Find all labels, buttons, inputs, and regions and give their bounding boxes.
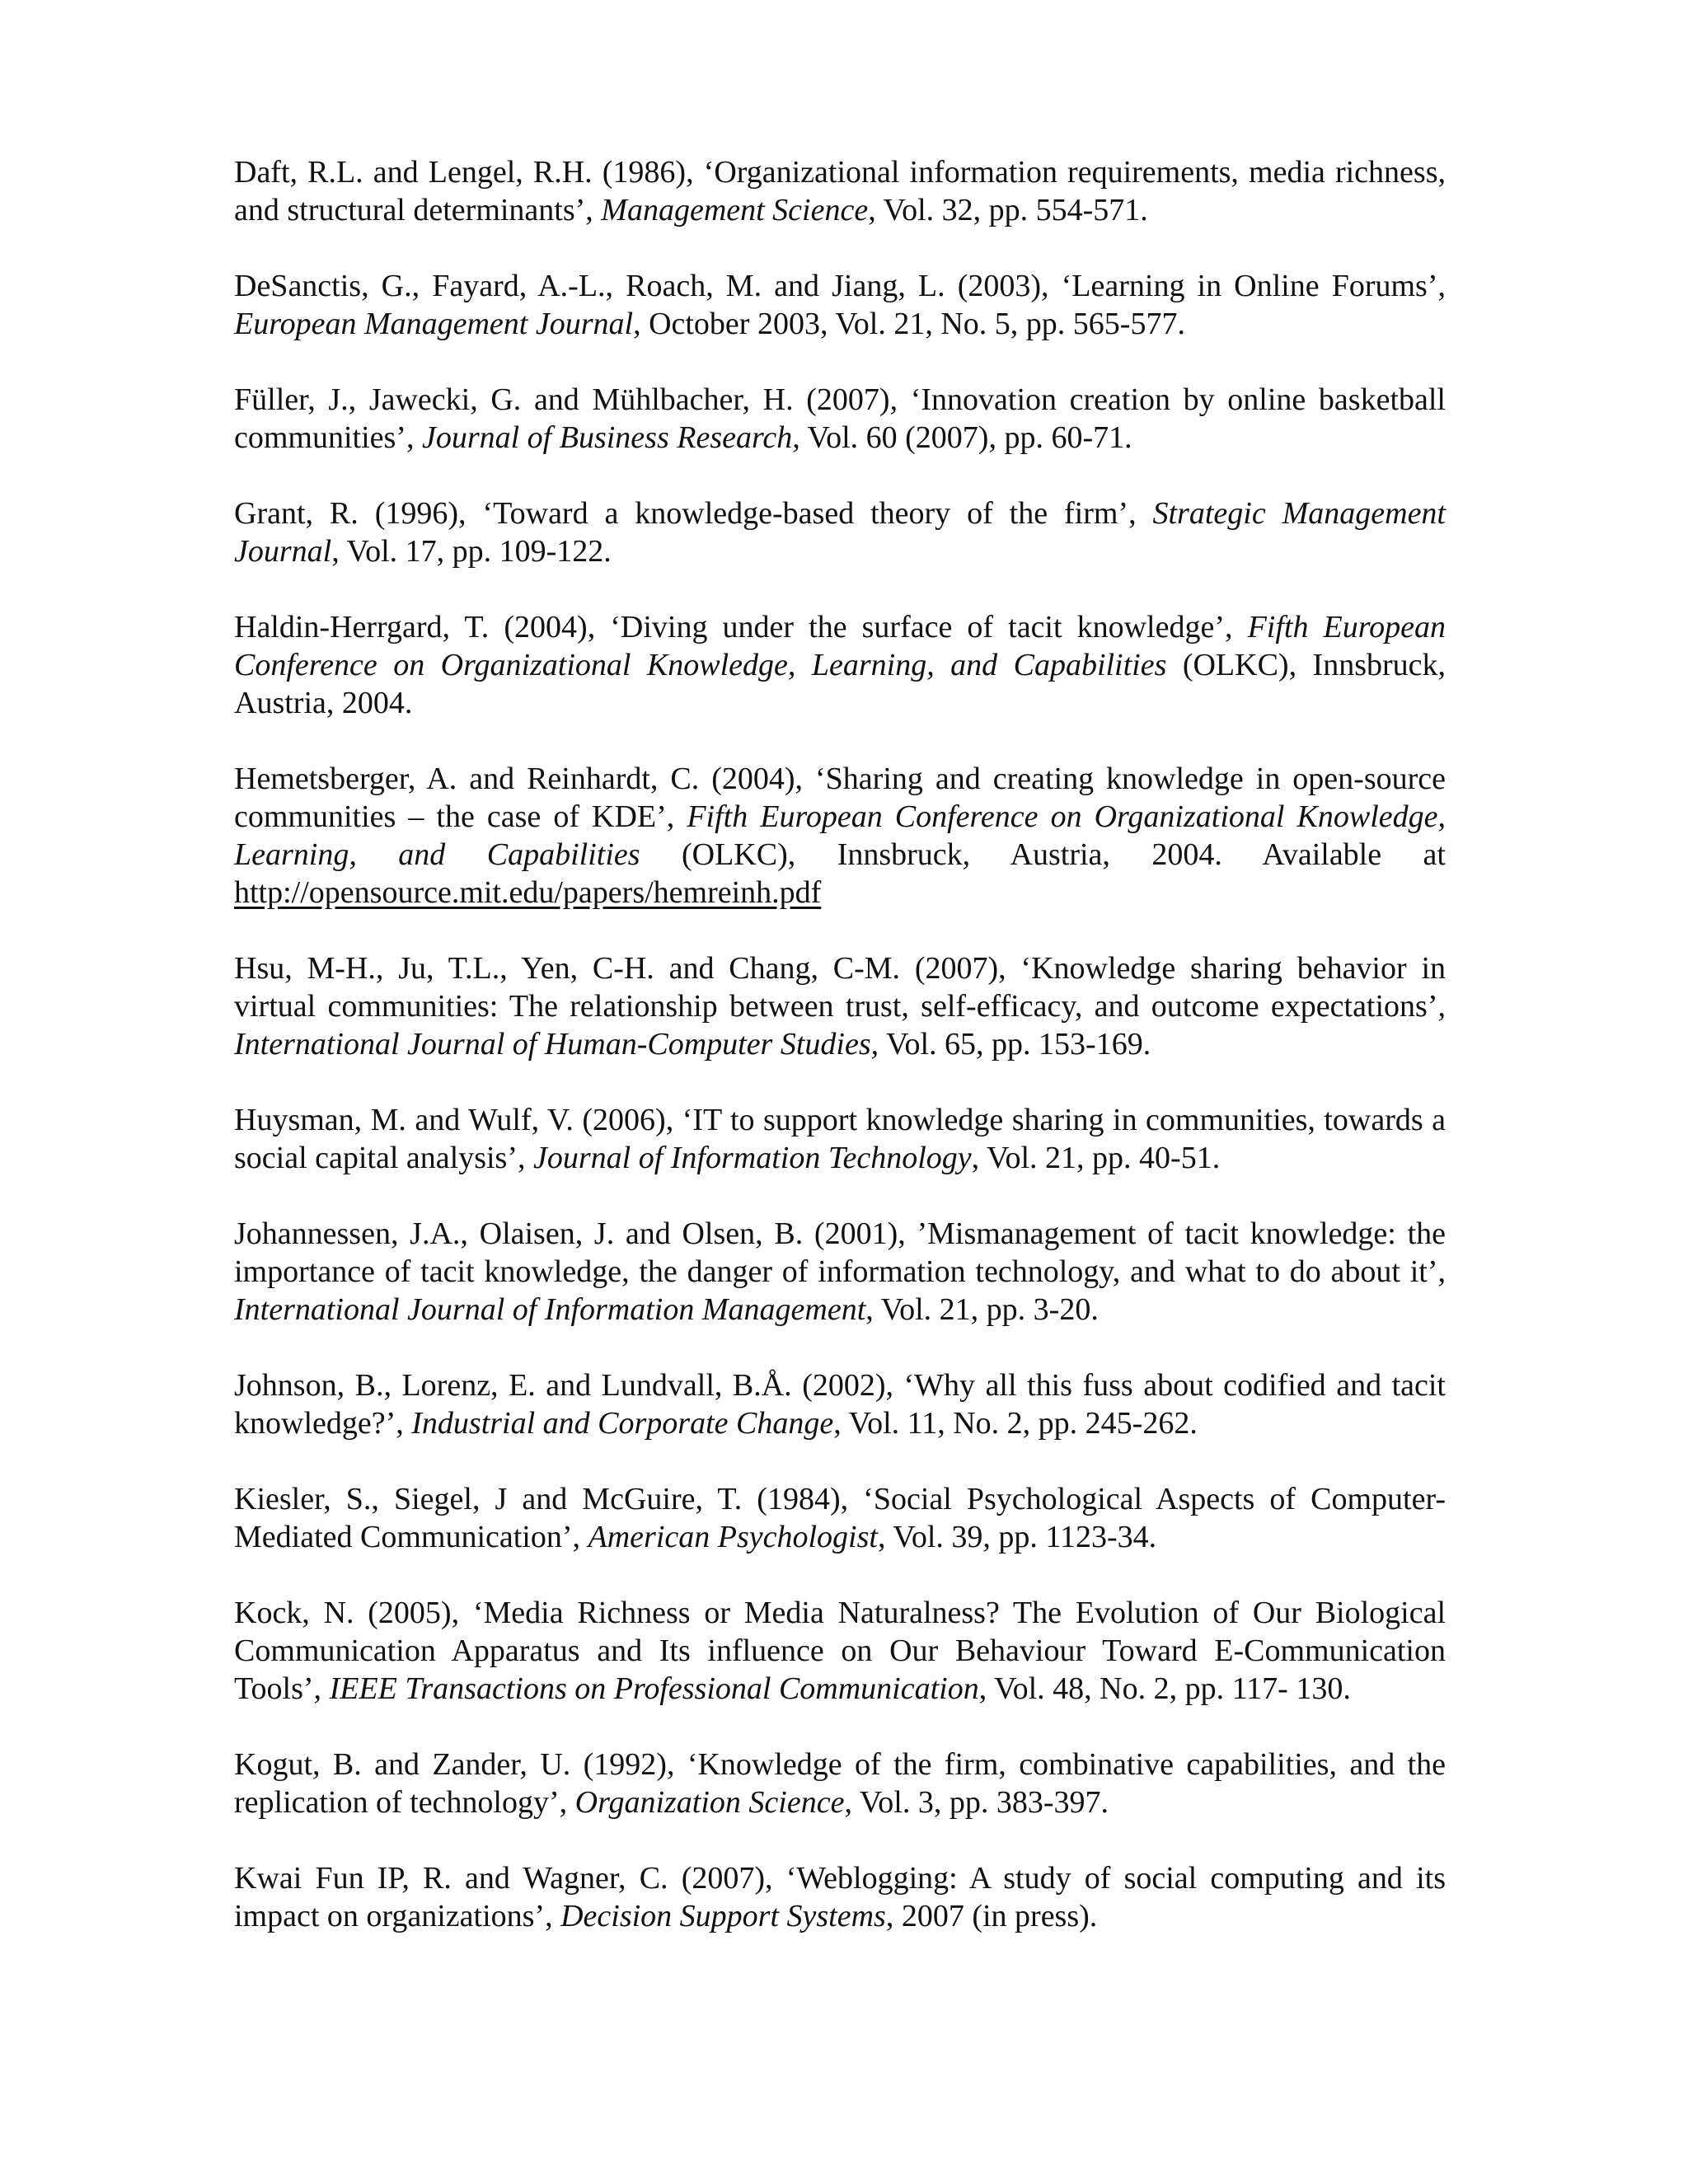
journal-title: Management Science bbox=[601, 193, 869, 227]
journal-title: Strategic Management Journal bbox=[234, 496, 1446, 569]
reference-text: Kwai Fun IP, R. and Wagner, C. (2007), ‘Weblogging: A study of social computing and its impact on organizations’, bbox=[234, 1861, 1446, 1933]
reference-details: , Vol. 60 (2007), pp. 60-71. bbox=[792, 420, 1132, 455]
reference-text: Grant, R. (1996), ‘Toward a knowledge-based theory of the firm’, bbox=[234, 496, 1153, 531]
reference-text: Hsu, M-H., Ju, T.L., Yen, C-H. and Chang, C-M. (2007), ‘Knowledge sharing behavior in virtual communities: The relationship between trust, self-efficacy, and outcome expectations’, bbox=[234, 951, 1446, 1024]
reference-details: (OLKC), Innsbruck, Austria, 2004. Available at bbox=[640, 837, 1446, 872]
reference-details: , Vol. 11, No. 2, pp. 245-262. bbox=[833, 1406, 1198, 1441]
reference-text: Kiesler, S., Siegel, J and McGuire, T. (1984), ‘Social Psychological Aspects of Computer-Mediated Communication’, bbox=[234, 1482, 1446, 1554]
reference-entry bbox=[234, 494, 1446, 570]
reference-details: , Vol. 21, pp. 40-51. bbox=[971, 1141, 1221, 1175]
reference-entry bbox=[234, 153, 1446, 229]
reference-text: Johnson, B., Lorenz, E. and Lundvall, B.Å. (2002), ‘Why all this fuss about codified and tacit knowledge?’, bbox=[234, 1368, 1446, 1441]
reference-details: (OLKC), Innsbruck, Austria, 2004. bbox=[234, 648, 1446, 720]
reference-text: Kogut, B. and Zander, U. (1992), ‘Knowledge of the firm, combinative capabilities, and the replication of technology’, bbox=[234, 1747, 1446, 1820]
reference-entry bbox=[234, 267, 1446, 343]
reference-entry bbox=[234, 1480, 1446, 1556]
reference-details: , Vol. 21, pp. 3-20. bbox=[865, 1292, 1099, 1327]
journal-title: Industrial and Corporate Change bbox=[411, 1406, 834, 1441]
reference-text: Haldin-Herrgard, T. (2004), ‘Diving under the surface of tacit knowledge’, bbox=[234, 610, 1248, 644]
journal-title: American Psychologist bbox=[588, 1520, 878, 1554]
journal-title: Journal of Information Technology bbox=[533, 1141, 972, 1175]
journal-title: International Journal of Human-Computer Studies bbox=[234, 1027, 871, 1062]
reference-text: Huysman, M. and Wulf, V. (2006), ‘IT to support knowledge sharing in communities, towards a social capital analysis’, bbox=[234, 1103, 1446, 1175]
journal-title: Fifth European Conference on Organizational Knowledge, Learning, and Capabilities bbox=[234, 799, 1446, 872]
reference-text: Daft, R.L. and Lengel, R.H. (1986), ‘Organizational information requirements, media richness, and structural determinants’, bbox=[234, 155, 1446, 227]
reference-entry bbox=[234, 949, 1446, 1063]
reference-entry bbox=[234, 1366, 1446, 1442]
journal-title: Organization Science bbox=[574, 1785, 845, 1820]
reference-entry bbox=[234, 1101, 1446, 1177]
reference-entry bbox=[234, 760, 1446, 912]
reference-details: , October 2003, Vol. 21, No. 5, pp. 565-577. bbox=[633, 307, 1185, 341]
journal-title: Journal of Business Research bbox=[421, 420, 793, 455]
reference-entry bbox=[234, 381, 1446, 457]
reference-entry bbox=[234, 1859, 1446, 1935]
journal-title: European Management Journal bbox=[234, 307, 634, 341]
reference-text: Johannessen, J.A., Olaisen, J. and Olsen, B. (2001), ’Mismanagement of tacit knowledge: the importance of tacit knowledge, the danger of information technology, and what to do about it’, bbox=[234, 1216, 1446, 1289]
reference-link[interactable]: http://opensource.mit.edu/papers/hemreinh.pdf bbox=[234, 875, 822, 910]
reference-text: DeSanctis, G., Fayard, A.-L., Roach, M. and Jiang, L. (2003), ‘Learning in Online Forums’, bbox=[234, 269, 1446, 303]
reference-details: , Vol. 48, No. 2, pp. 117- 130. bbox=[978, 1671, 1351, 1706]
journal-title: IEEE Transactions on Professional Communication bbox=[329, 1671, 979, 1706]
reference-details: , 2007 (in press). bbox=[885, 1899, 1098, 1933]
reference-details: , Vol. 39, pp. 1123-34. bbox=[877, 1520, 1157, 1554]
reference-details: , Vol. 3, pp. 383-397. bbox=[844, 1785, 1109, 1820]
reference-details: , Vol. 17, pp. 109-122. bbox=[331, 534, 612, 569]
reference-entry bbox=[234, 1746, 1446, 1821]
journal-title: Decision Support Systems bbox=[560, 1899, 886, 1933]
reference-entry bbox=[234, 608, 1446, 722]
reference-entry bbox=[234, 1215, 1446, 1329]
journal-title: Fifth European Conference on Organizational Knowledge, Learning, and Capabilities bbox=[234, 610, 1447, 682]
reference-list bbox=[234, 153, 1446, 1973]
reference-text: Hemetsberger, A. and Reinhardt, C. (2004), ‘Sharing and creating knowledge in open-source communities – the case of KDE’, bbox=[234, 762, 1446, 834]
reference-entry bbox=[234, 1594, 1446, 1708]
journal-title: International Journal of Information Management bbox=[234, 1292, 866, 1327]
reference-text: Kock, N. (2005), ‘Media Richness or Media Naturalness? The Evolution of Our Biological Communication Apparatus and Its influence on Our Behaviour Toward E-Communication Tools’, bbox=[234, 1596, 1446, 1706]
reference-details: , Vol. 32, pp. 554-571. bbox=[868, 193, 1148, 227]
reference-details: , Vol. 65, pp. 153-169. bbox=[870, 1027, 1151, 1062]
reference-text: Füller, J., Jawecki, G. and Mühlbacher, H. (2007), ‘Innovation creation by online basketball communities’, bbox=[234, 382, 1446, 455]
